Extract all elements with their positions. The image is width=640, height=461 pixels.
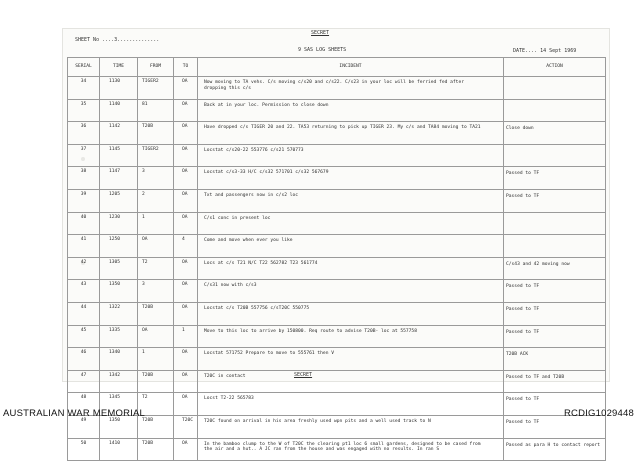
action-cell: T20B ACK [504, 348, 606, 371]
header-action: ACTION [504, 58, 606, 77]
sheet-date: DATE.... 14 Sept 1969 [513, 48, 577, 54]
incident-cell [198, 438, 504, 461]
to-cell: T20C [174, 415, 198, 438]
to-cell: OA [174, 122, 198, 145]
from-cell: TIGER2 [138, 77, 174, 100]
from-cell: T20B [138, 415, 174, 438]
table-row [68, 348, 606, 371]
incident-cell [198, 393, 504, 416]
log-body [68, 77, 606, 461]
time-cell: 1410 [100, 438, 138, 461]
serial-cell: 36 [68, 122, 100, 145]
header-row [68, 58, 606, 77]
to-cell: OA [174, 257, 198, 280]
table-row [68, 144, 606, 167]
from-cell: T2 [138, 393, 174, 416]
action-cell [504, 212, 606, 235]
incident-cell [198, 325, 504, 348]
incident-line: Locs at c/s T21 N/C T22 562782 T23 561774 [204, 260, 318, 266]
header-time: TIME [100, 58, 138, 77]
action-cell: Passed to TF [504, 325, 606, 348]
header-incident: INCIDENT [198, 58, 504, 77]
serial-cell: 46 [68, 348, 100, 371]
to-cell: OA [174, 438, 198, 461]
incident-line: Now moving to TA vehs. C/s moving c/s20 and c/s22. C/s23 in your loc will be ferried fed after [204, 80, 464, 85]
from-cell: T20B [138, 438, 174, 461]
incident-line: Move to this loc to arrive by 150800. Req route to advise T20B- loc at 557758 [204, 328, 417, 334]
from-cell: TIGER2 [138, 144, 174, 167]
action-cell [504, 77, 606, 100]
to-cell: OA [174, 348, 198, 371]
table-row [68, 189, 606, 212]
to-cell: OA [174, 77, 198, 100]
serial-cell: 50 [68, 438, 100, 461]
classification-top: SECRET [311, 30, 330, 36]
table-row [68, 235, 606, 258]
from-cell: OA [138, 235, 174, 258]
incident-line: Come and move when ever you like [204, 238, 293, 244]
incident-cell [198, 189, 504, 212]
classification-bottom: SECRET [294, 372, 313, 378]
to-cell: 1 [174, 325, 198, 348]
time-cell: 1305 [100, 257, 138, 280]
table-row [68, 415, 606, 438]
from-cell: 1 [138, 348, 174, 371]
incident-line: Locstat c/s20-22 553776 c/s21 570773 [204, 147, 304, 153]
incident-cell [198, 235, 504, 258]
incident-line: In the bamboo clump to the W of T20C the clearing pt1 loc 6 small gardens, designed to be cased from [204, 441, 481, 447]
incident-cell [198, 280, 504, 303]
action-cell: Passed to TF [504, 167, 606, 190]
table-row [68, 257, 606, 280]
from-cell: 81 [138, 99, 174, 122]
table-row [68, 302, 606, 325]
footer-source: AUSTRALIAN WAR MEMORIAL [3, 408, 146, 419]
incident-line: C/s1 conc in present loc [204, 215, 271, 221]
from-cell: T2 [138, 257, 174, 280]
table-row [68, 438, 606, 461]
action-cell [504, 99, 606, 122]
serial-cell: 41 [68, 235, 100, 258]
time-cell: 1145 [100, 144, 138, 167]
table-row [68, 167, 606, 190]
from-cell: T20B [138, 370, 174, 393]
serial-cell: 40 [68, 212, 100, 235]
time-cell: 1147 [100, 167, 138, 190]
time-cell: 1140 [100, 99, 138, 122]
from-cell: 1 [138, 212, 174, 235]
incident-cell [198, 257, 504, 280]
serial-cell: 48 [68, 393, 100, 416]
to-cell: OA [174, 189, 198, 212]
incident-cell [198, 415, 504, 438]
time-cell: 1205 [100, 189, 138, 212]
time-cell: 1250 [100, 235, 138, 258]
header-to: TO [174, 58, 198, 77]
from-cell: 3 [138, 167, 174, 190]
serial-cell: 43 [68, 280, 100, 303]
to-cell: OA [174, 167, 198, 190]
from-cell: 3 [138, 280, 174, 303]
to-cell: OA [174, 144, 198, 167]
incident-line: C/s31 now with c/s3 [204, 283, 257, 289]
incident-line: T20C in contact [204, 373, 246, 379]
to-cell: OA [174, 212, 198, 235]
sheet-number-value: 3 [114, 37, 118, 43]
incident-line: Locstat c/s T20B 557756 c/sT20C 550775 [204, 305, 310, 311]
serial-cell: 42 [68, 257, 100, 280]
incident-line: Locstat c/s3-33 H/C c/s32 571701 c/s32 567679 [204, 170, 329, 176]
time-cell: 1322 [100, 302, 138, 325]
table-row [68, 370, 606, 393]
to-cell: OA [174, 280, 198, 303]
from-cell: 2 [138, 189, 174, 212]
time-cell: 1345 [100, 393, 138, 416]
incident-cell [198, 302, 504, 325]
sheet-number-label: SHEET No [75, 37, 100, 43]
header-from: FROM [138, 58, 174, 77]
sheet-title: 9 SAS LOG SHEETS [298, 47, 347, 53]
from-cell: T20B [138, 122, 174, 145]
incident-cell [198, 212, 504, 235]
incident-line: Have dropped c/s TIGER 20 and 22. TA53 returning to pick up TIGER 23. My c/s and TA84 moving to TA21 [204, 125, 481, 131]
table-row [68, 393, 606, 416]
footer-id: RCDIG1029448 [564, 408, 634, 419]
incident-cell [198, 77, 504, 100]
to-cell: OA [174, 393, 198, 416]
incident-line: dropping this c/s [204, 85, 252, 91]
serial-cell: 47 [68, 370, 100, 393]
table-row [68, 99, 606, 122]
time-cell: 1350 [100, 415, 138, 438]
action-cell: Passed to TF [504, 393, 606, 416]
table-row [68, 212, 606, 235]
header-serial: SERIAL [68, 58, 100, 77]
incident-line: the air and a hut.. A JC ran from the house and was engaged with no results. In ran S [204, 447, 440, 453]
to-cell: 4 [174, 235, 198, 258]
incident-line: Txt and passengers now in c/s2 loc [204, 192, 299, 198]
incident-cell [198, 122, 504, 145]
serial-cell: 34 [68, 77, 100, 100]
incident-line: Locst T2-22 565783 [204, 396, 254, 402]
from-cell: T20B [138, 302, 174, 325]
action-cell: Passed as para H to contact report [504, 438, 606, 461]
action-cell: Passed to TF and T20B [504, 370, 606, 393]
log-table [67, 57, 606, 461]
to-cell: OA [174, 99, 198, 122]
table-row [68, 325, 606, 348]
incident-cell [198, 167, 504, 190]
incident-line: Locstat 571752 Prepare to move to 555761 then V [204, 351, 334, 357]
to-cell: OA [174, 370, 198, 393]
incident-line: T20C found on arrival in his area freshly used wpn pits and a well used track to N [204, 418, 431, 424]
incident-cell [198, 370, 504, 393]
table-row [68, 122, 606, 145]
sheet-number: SHEET No ....3.............. [75, 37, 160, 43]
action-cell [504, 235, 606, 258]
table-row [68, 280, 606, 303]
serial-cell: 44 [68, 302, 100, 325]
action-cell: Passed to TF [504, 280, 606, 303]
time-cell: 1342 [100, 370, 138, 393]
incident-cell [198, 99, 504, 122]
action-cell: C/s43 and 42 moving now [504, 257, 606, 280]
incident-cell [198, 144, 504, 167]
serial-cell: 37 [68, 144, 100, 167]
action-cell [504, 144, 606, 167]
incident-cell [198, 348, 504, 371]
serial-cell: 49 [68, 415, 100, 438]
serial-cell: 45 [68, 325, 100, 348]
time-cell: 1340 [100, 348, 138, 371]
action-cell: Passed to TF [504, 302, 606, 325]
action-cell: Passed to TF [504, 189, 606, 212]
time-cell: 1130 [100, 77, 138, 100]
time-cell: 1335 [100, 325, 138, 348]
serial-cell: 38 [68, 167, 100, 190]
action-cell: Close down [504, 122, 606, 145]
incident-line: Back at in your loc. Permission to close down [204, 102, 329, 108]
to-cell: OA [174, 302, 198, 325]
date-label: DATE [513, 48, 526, 54]
time-cell: 1230 [100, 212, 138, 235]
serial-cell: 39 [68, 189, 100, 212]
from-cell: OA [138, 325, 174, 348]
time-cell: 1142 [100, 122, 138, 145]
time-cell: 1350 [100, 280, 138, 303]
serial-cell: 35 [68, 99, 100, 122]
date-value: 14 Sept 1969 [540, 48, 577, 54]
table-row [68, 77, 606, 100]
action-cell: Passed to TF [504, 415, 606, 438]
